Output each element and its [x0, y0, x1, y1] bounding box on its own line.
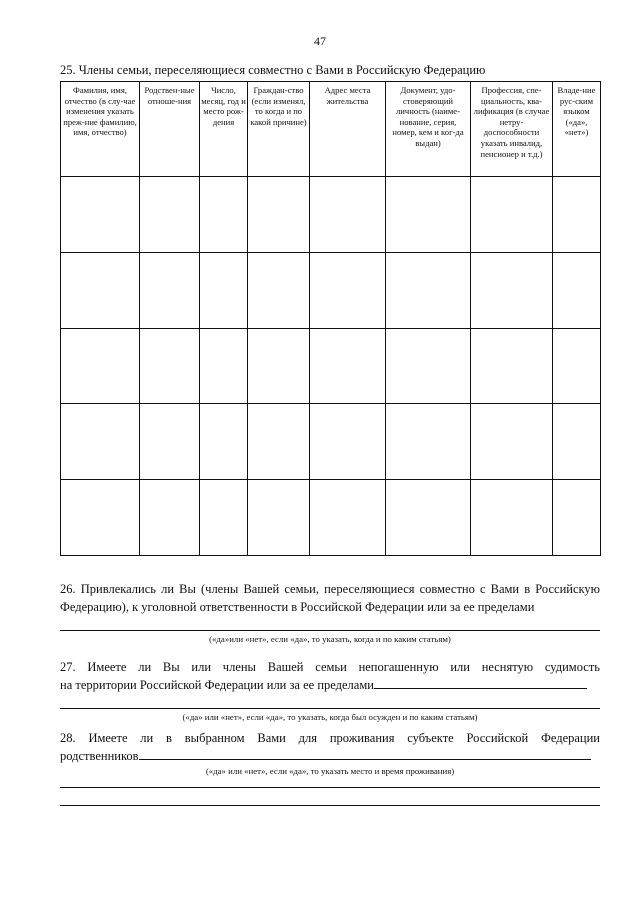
table-cell[interactable]	[61, 252, 140, 328]
table-cell[interactable]	[310, 404, 386, 480]
column-header-identity-document: Документ, удо-стоверяющий личность (наиме-нование, серия, номер, кем и ког-да выдан)	[386, 82, 471, 177]
table-cell[interactable]	[248, 404, 310, 480]
question-28-inline-answer-line[interactable]	[139, 759, 591, 760]
column-header-profession: Профессия, спе-циальность, ква-лификация (в случае нетру-доспособности указать инвалид, пенсионер и т.д.)	[471, 82, 553, 177]
question-28-hint: («да» или «нет», если «да», то указать место и время проживания)	[205, 766, 455, 776]
table-cell[interactable]	[61, 328, 140, 404]
table-cell[interactable]	[553, 177, 601, 253]
column-header-name: Фамилия, имя, отчество (в слу-чае изменения указать преж-ние фамилию, имя, отчество)	[61, 82, 140, 177]
question-27	[60, 658, 600, 694]
table-cell[interactable]	[248, 480, 310, 556]
question-28-answer-line-2[interactable]	[60, 805, 600, 806]
table-cell[interactable]	[140, 252, 200, 328]
question-27-inline-answer-line[interactable]	[374, 688, 587, 689]
column-header-address: Адрес места жительства	[310, 82, 386, 177]
table-cell[interactable]	[471, 177, 553, 253]
column-header-birth: Число, месяц, год и место рож-дения	[200, 82, 248, 177]
table-cell[interactable]	[200, 404, 248, 480]
table-header-row	[61, 82, 601, 177]
question-25-title: 25. Члены семьи, переселяющиеся совместно с Вами в Российскую Федерацию	[60, 63, 486, 77]
table-row	[61, 252, 601, 328]
table-cell[interactable]	[386, 480, 471, 556]
question-26-hint: («да»или «нет», если «да», то указать, когда и по каким статьям)	[209, 634, 451, 644]
family-members-table	[60, 81, 601, 556]
table-cell[interactable]	[200, 480, 248, 556]
question-27-line-1: 27. Имеете ли Вы или члены Вашей семьи непогашенную или неснятую судимость	[60, 660, 600, 674]
table-cell[interactable]	[200, 252, 248, 328]
table-cell[interactable]	[61, 177, 140, 253]
table-cell[interactable]	[200, 177, 248, 253]
question-28-line-2: родственников	[60, 749, 139, 763]
question-27-line-2: на территории Российской Федерации или за ее пределами	[60, 678, 374, 692]
table-cell[interactable]	[386, 404, 471, 480]
question-27-answer-line[interactable]	[60, 708, 600, 709]
table-cell[interactable]	[471, 480, 553, 556]
table-cell[interactable]	[140, 404, 200, 480]
question-26-line-1: 26. Привлекались ли Вы (члены Вашей семьи, переселяющиеся совместно с Вами в Российскую	[60, 582, 600, 596]
table-cell[interactable]	[553, 404, 601, 480]
question-26-answer-line[interactable]	[60, 630, 600, 631]
table-cell[interactable]	[471, 328, 553, 404]
table-cell[interactable]	[553, 252, 601, 328]
table-cell[interactable]	[140, 480, 200, 556]
table-row	[61, 404, 601, 480]
page-number: 47	[314, 34, 326, 48]
table-cell[interactable]	[310, 177, 386, 253]
table-cell[interactable]	[471, 252, 553, 328]
table-row	[61, 480, 601, 556]
table-cell[interactable]	[248, 328, 310, 404]
table-cell[interactable]	[310, 480, 386, 556]
table-cell[interactable]	[61, 480, 140, 556]
question-26	[60, 580, 600, 616]
table-cell[interactable]	[140, 328, 200, 404]
question-27-hint: («да» или «нет», если «да», то указать, когда был осужден и по каким статьям)	[182, 712, 478, 722]
table-cell[interactable]	[553, 480, 601, 556]
table-cell[interactable]	[310, 252, 386, 328]
table-cell[interactable]	[386, 252, 471, 328]
question-28-answer-line-1[interactable]	[60, 787, 600, 788]
table-row	[61, 177, 601, 253]
column-header-citizenship: Граждан-ство (если изменял, то когда и по какой причине)	[248, 82, 310, 177]
table-row	[61, 328, 601, 404]
table-cell[interactable]	[248, 177, 310, 253]
table-cell[interactable]	[471, 404, 553, 480]
table-cell[interactable]	[140, 177, 200, 253]
table-cell[interactable]	[61, 404, 140, 480]
question-28-line-1: 28. Имеете ли в выбранном Вами для проживания субъекте Российской Федерации	[60, 731, 600, 745]
table-cell[interactable]	[386, 328, 471, 404]
question-28	[60, 729, 600, 765]
table-cell[interactable]	[248, 252, 310, 328]
table-cell[interactable]	[200, 328, 248, 404]
question-26-line-2: Федерацию), к уголовной ответственности в Российской Федерации или за ее пределами	[60, 600, 535, 614]
table-cell[interactable]	[386, 177, 471, 253]
table-cell[interactable]	[310, 328, 386, 404]
table-cell[interactable]	[553, 328, 601, 404]
column-header-relation: Родствен-ные отноше-ния	[140, 82, 200, 177]
column-header-russian-language: Владе-ние рус-ским языком («да», «нет»)	[553, 82, 601, 177]
